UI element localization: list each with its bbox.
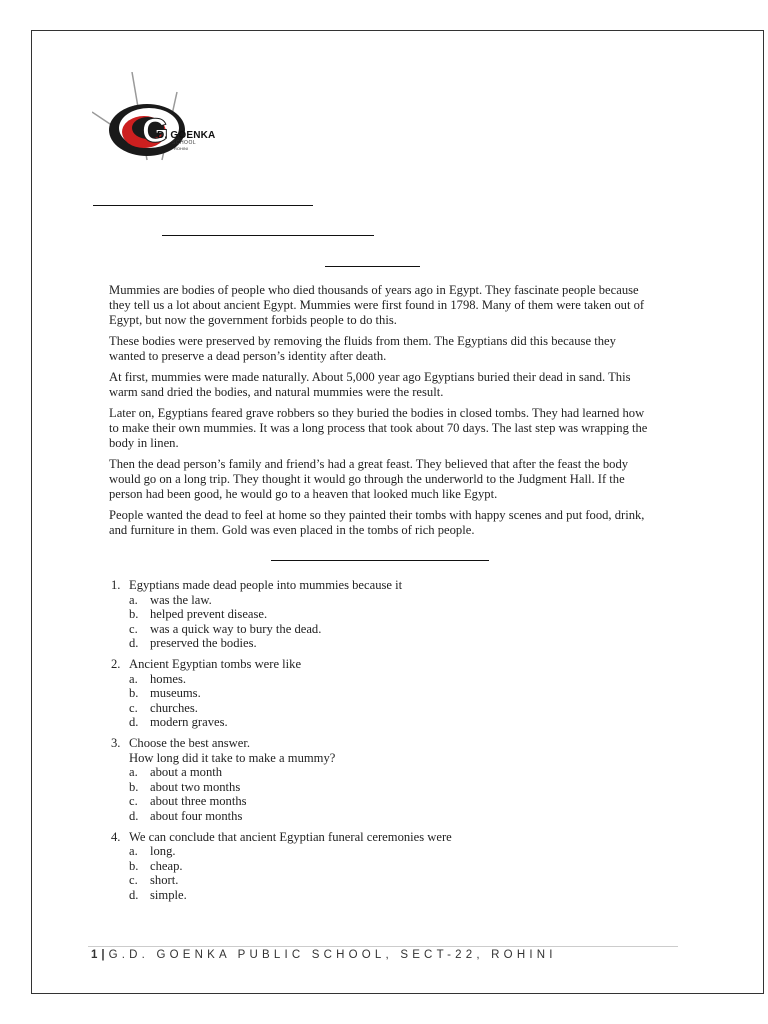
question-text: Egyptians made dead people into mummies because it bbox=[129, 578, 403, 592]
logo-name: D. GOENKA bbox=[157, 130, 216, 141]
option-letter: b. bbox=[129, 686, 139, 701]
option-text: about two months bbox=[150, 779, 241, 794]
option-letter: b. bbox=[129, 607, 139, 622]
passage-paragraph: People wanted the dead to feel at home so they painted their tombs with happy scenes and put food, drink, and furniture in them. Gold was even placed in the tombs of rich people. bbox=[109, 508, 645, 537]
answer-option bbox=[129, 701, 631, 716]
passage-paragraph: At first, mummies were made naturally. About 5,000 year ago Egyptians buried their dead in sand. This warm sand dried the bodies, and natural mummies were the result. bbox=[109, 370, 631, 399]
footer-divider bbox=[88, 946, 678, 947]
option-letter: c. bbox=[129, 621, 138, 636]
option-text: modern graves. bbox=[150, 715, 228, 730]
option-text: about three months bbox=[150, 794, 247, 809]
option-text: long. bbox=[150, 844, 176, 859]
answer-option bbox=[129, 794, 631, 809]
question-text: Ancient Egyptian tombs were like bbox=[129, 656, 302, 671]
option-letter: a. bbox=[129, 671, 138, 686]
question-item bbox=[111, 657, 631, 730]
option-text: museums. bbox=[150, 686, 201, 701]
option-text: cheap. bbox=[150, 858, 183, 873]
page-number: 1 bbox=[91, 949, 98, 961]
option-text: homes. bbox=[150, 671, 187, 686]
heading-underline bbox=[325, 266, 420, 267]
page-footer bbox=[91, 949, 557, 961]
answer-option bbox=[129, 859, 631, 874]
answer-option bbox=[129, 765, 631, 780]
option-text: about four months bbox=[150, 808, 243, 823]
answer-option bbox=[129, 888, 631, 903]
option-text: was a quick way to bury the dead. bbox=[150, 621, 322, 636]
question-item bbox=[111, 736, 631, 824]
passage-paragraph: Later on, Egyptians feared grave robbers so they buried the bodies in closed tombs. They had learned how to make their own mummies. It was a long process that took about 70 days. The last step was wrapping the body in linen. bbox=[109, 406, 648, 450]
question-list bbox=[111, 578, 631, 908]
answer-option bbox=[129, 607, 631, 622]
option-text: short. bbox=[150, 873, 179, 888]
logo-emblem-icon bbox=[92, 72, 222, 164]
answer-option bbox=[129, 809, 631, 824]
option-letter: a. bbox=[129, 765, 138, 780]
question-text: Choose the best answer. bbox=[129, 735, 251, 750]
question-number: 2. bbox=[111, 656, 121, 671]
option-text: preserved the bodies. bbox=[150, 636, 257, 651]
option-text: about a month bbox=[150, 765, 223, 780]
option-letter: b. bbox=[129, 858, 139, 873]
option-letter: d. bbox=[129, 808, 139, 823]
passage-paragraph: Mummies are bodies of people who died thousands of years ago in Egypt. They fascinate people because they tell us a lot about ancient Egypt. Mummies were first found in 1798. Many of them were taken out of Egypt, but now the government forbids people to do this. bbox=[109, 283, 645, 327]
question-text: We can conclude that ancient Egyptian funeral ceremonies were bbox=[129, 829, 452, 844]
answer-option bbox=[129, 844, 631, 859]
answer-option bbox=[129, 622, 631, 637]
option-letter: c. bbox=[129, 700, 138, 715]
option-letter: c. bbox=[129, 873, 138, 888]
svg-text:G: G bbox=[142, 112, 169, 150]
reading-passage bbox=[109, 283, 649, 544]
option-text: churches. bbox=[150, 700, 198, 715]
footer-school-name: G.D. GOENKA PUBLIC SCHOOL, SECT-22, ROHINI bbox=[108, 949, 557, 961]
answer-options bbox=[129, 765, 631, 823]
option-letter: a. bbox=[129, 844, 138, 859]
logo-sub: SCHOOL bbox=[172, 140, 197, 146]
option-letter: d. bbox=[129, 887, 139, 902]
answer-option bbox=[129, 686, 631, 701]
footer-separator: | bbox=[101, 949, 105, 961]
option-text: was the law. bbox=[150, 592, 212, 607]
answer-options bbox=[129, 672, 631, 730]
option-letter: c. bbox=[129, 794, 138, 809]
answer-option bbox=[129, 873, 631, 888]
answer-options bbox=[129, 844, 631, 902]
question-number: 3. bbox=[111, 735, 121, 750]
option-letter: d. bbox=[129, 636, 139, 651]
subtitle-underline bbox=[162, 235, 374, 236]
question-item bbox=[111, 830, 631, 903]
question-stem bbox=[111, 657, 631, 672]
logo-sub2: ROHINI bbox=[174, 146, 188, 151]
question-number: 1. bbox=[111, 578, 121, 592]
question-stem bbox=[111, 736, 631, 751]
passage-paragraph: These bodies were preserved by removing the fluids from them. The Egyptians did this because they wanted to preserve a dead person’s identity after death. bbox=[109, 334, 616, 363]
passage-paragraph: Then the dead person’s family and friend’s had a great feast. They believed that after the feast the body would go on a long trip. They thought it would go through the underworld to the Judgment Hall. If the person had been good, he would go to a heaven that looked much like Egypt. bbox=[109, 457, 629, 501]
question-text-secondary: How long did it take to make a mummy? bbox=[129, 750, 336, 765]
question-item bbox=[111, 578, 631, 651]
question-number: 4. bbox=[111, 829, 121, 844]
option-text: simple. bbox=[150, 887, 187, 902]
answer-option bbox=[129, 780, 631, 795]
section-divider bbox=[271, 560, 489, 561]
title-underline bbox=[93, 205, 313, 206]
answer-option bbox=[129, 636, 631, 651]
option-text: helped prevent disease. bbox=[150, 607, 268, 622]
question-stem bbox=[111, 830, 631, 845]
option-letter: b. bbox=[129, 779, 139, 794]
question-stem bbox=[111, 578, 631, 593]
answer-option bbox=[129, 672, 631, 687]
option-letter: a. bbox=[129, 592, 138, 607]
option-letter: d. bbox=[129, 715, 139, 730]
answer-option bbox=[129, 593, 631, 608]
answer-options bbox=[129, 593, 631, 651]
school-logo bbox=[92, 72, 222, 164]
answer-option bbox=[129, 715, 631, 730]
